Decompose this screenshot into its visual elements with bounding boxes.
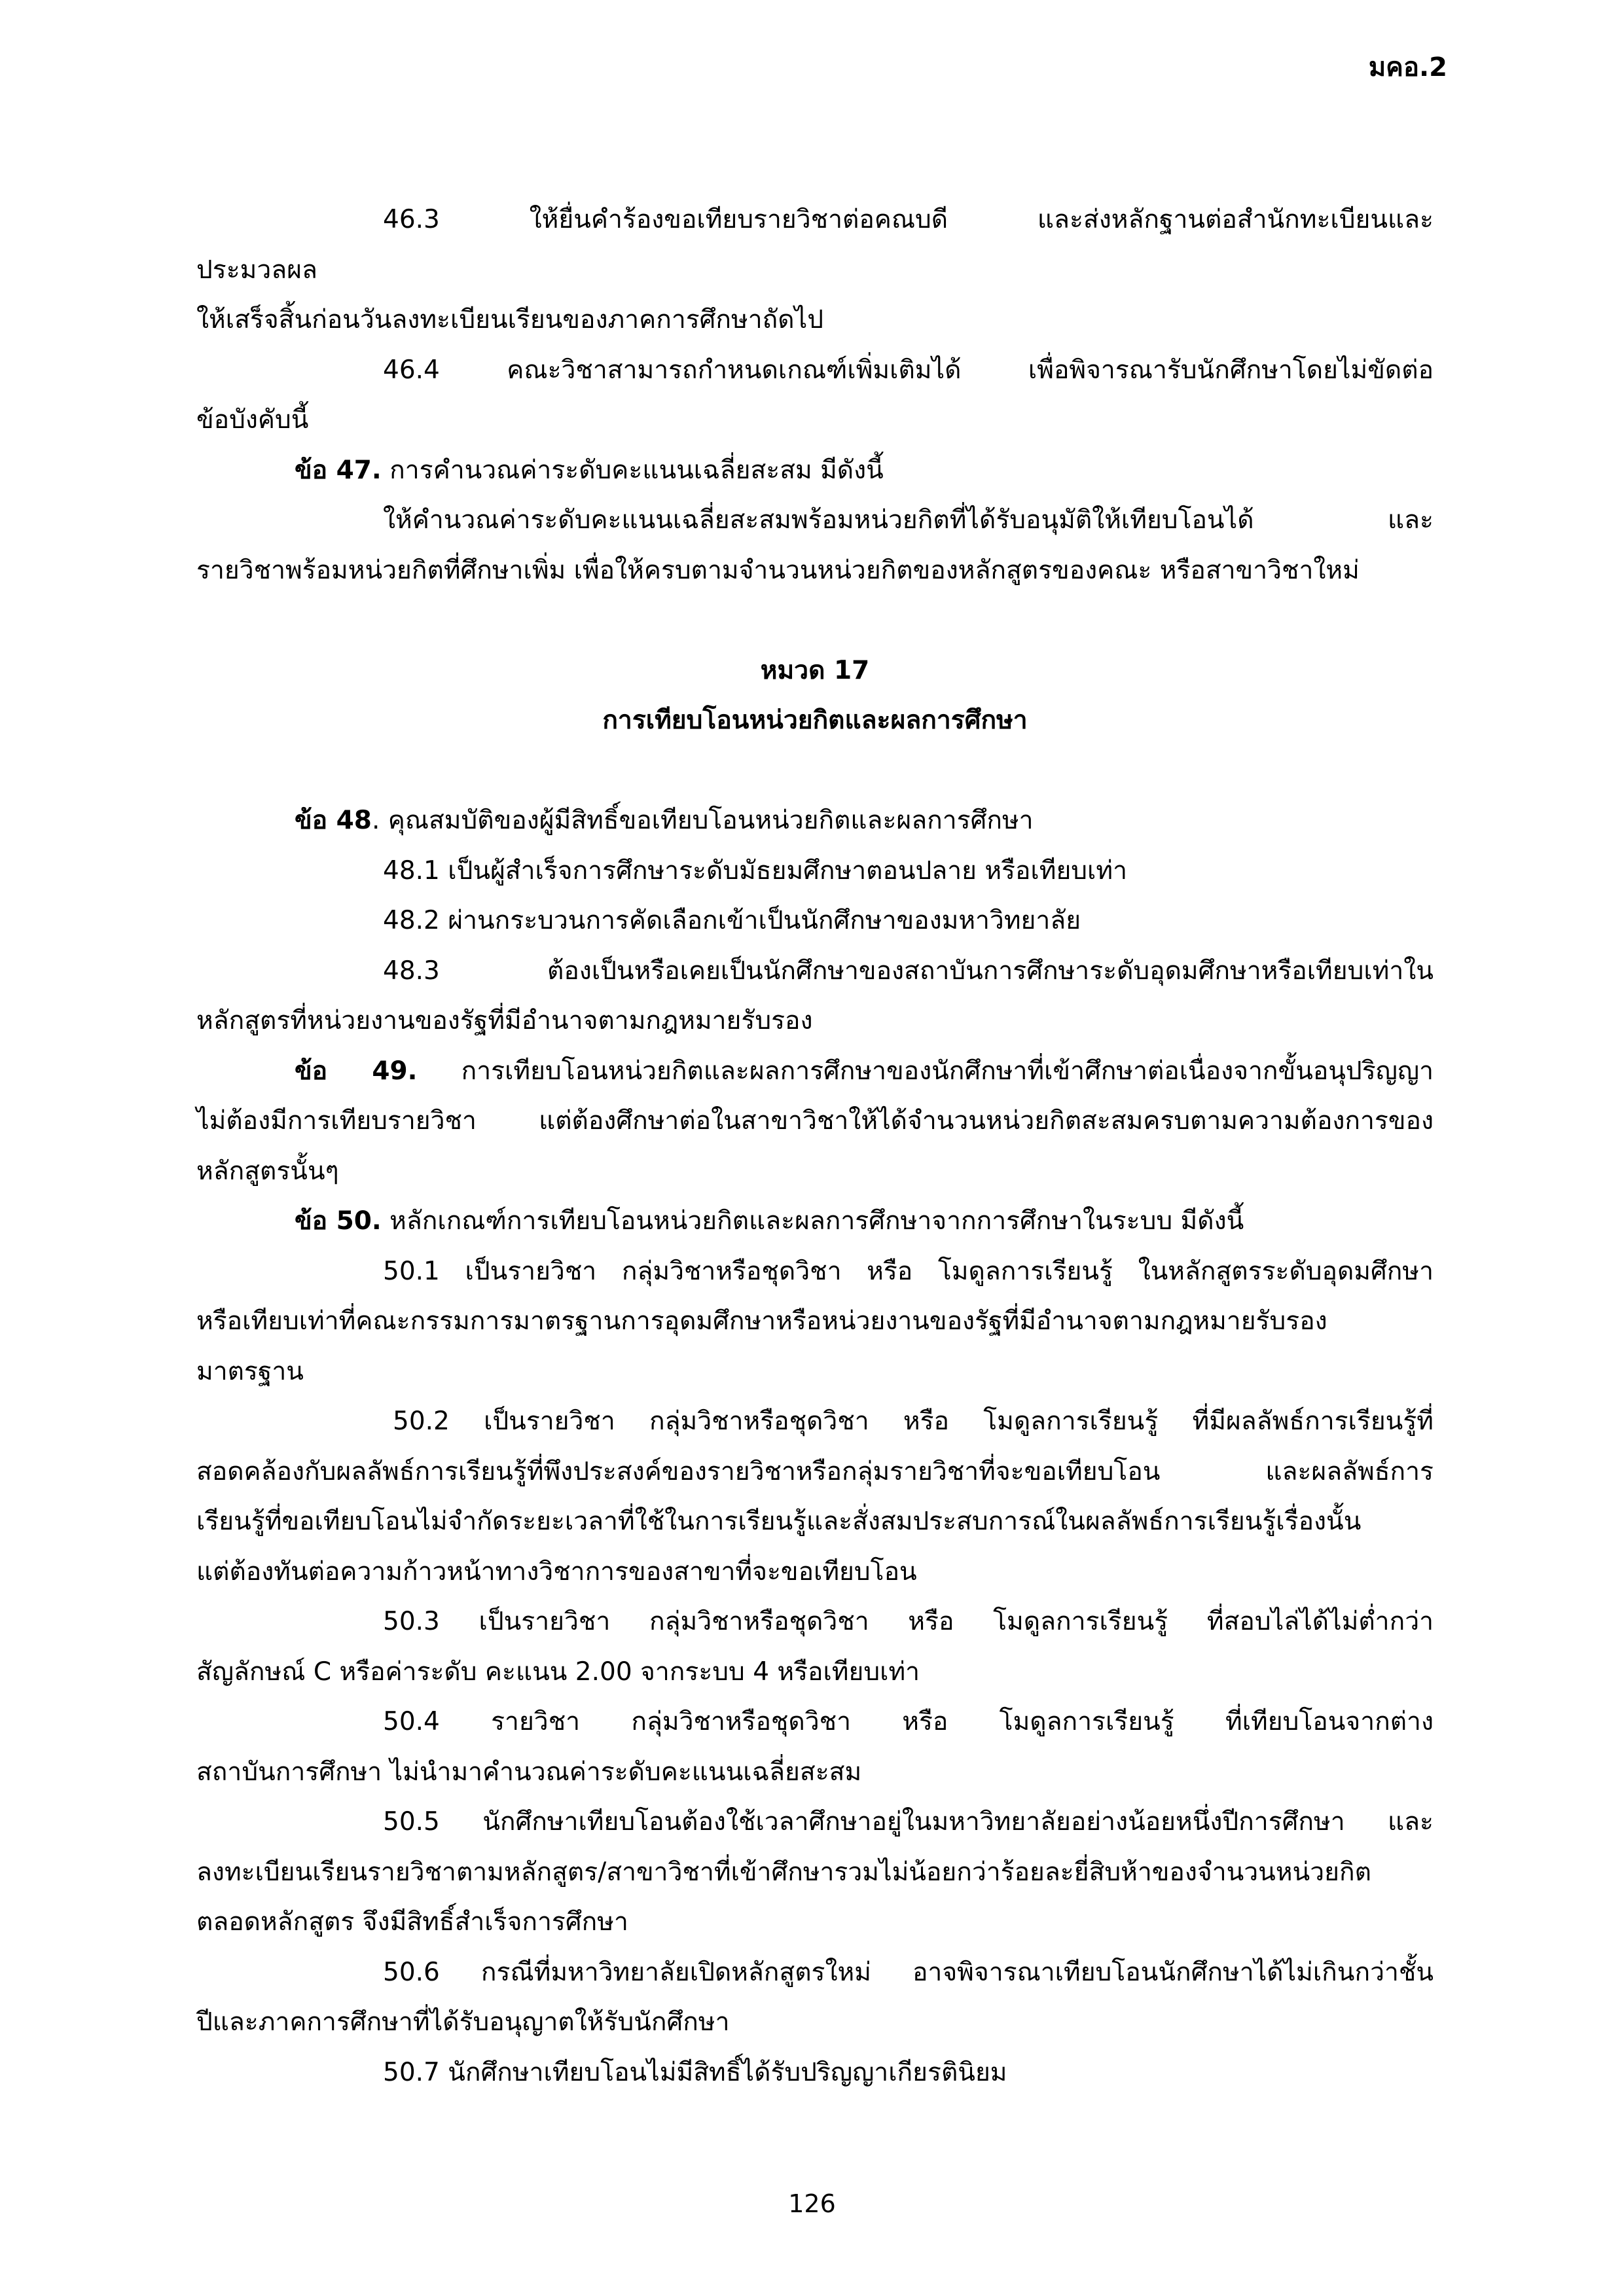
document-code: มคอ.2 (1368, 52, 1447, 82)
clause-46-3-line-3: ให้เสร็จสิ้นก่อนวันลงทะเบียนเรียนของภาคการศึกษาถัดไป (196, 305, 823, 334)
clause-50-5-line-1: 50.5 นักศึกษาเทียบโอนต้องใช้เวลาศึกษาอยู่ในมหาวิทยาลัยอย่างน้อยหนึ่งปีการศึกษา และ (383, 1807, 1434, 1837)
chapter-title: การเทียบโอนหน่วยกิตและผลการศึกษา (602, 706, 1028, 735)
clause-46-4-line-1: 46.4 คณะวิชาสามารถกำหนดเกณฑ์เพิ่มเติมได้ เพื่อพิจารณารับนักศึกษาโดยไม่ขัดต่อ (383, 355, 1434, 385)
article-48-text: . คุณสมบัติของผู้มีสิทธิ์ขอเทียบโอนหน่วยกิตและผลการศึกษา (371, 806, 1034, 835)
clause-50-3-line-1: 50.3 เป็นรายวิชา กลุ่มวิชาหรือชุดวิชา หรือ โมดูลการเรียนรู้ ที่สอบไล่ได้ไม่ต่ำกว่า (383, 1607, 1434, 1636)
article-48-heading (196, 796, 1434, 846)
article-48-label: ข้อ 48 (295, 806, 372, 835)
clause-50-2-line-3: เรียนรู้ที่ขอเทียบโอนไม่จำกัดระยะเวลาที่ใช้ในการเรียนรู้และสั่งสมประสบการณ์ในผลลัพธ์การเรียนรู้เรื่องนั้น (196, 1507, 1362, 1536)
article-47-label: ข้อ 47. (295, 455, 382, 485)
clause-48-3-line-1: 48.3 ต้องเป็นหรือเคยเป็นนักศึกษาของสถาบันการศึกษาระดับอุดมศึกษาหรือเทียบเท่าใน (383, 956, 1434, 986)
clause-48-1: 48.1 เป็นผู้สำเร็จการศึกษาระดับมัธยมศึกษาตอนปลาย หรือเทียบเท่า (383, 855, 1127, 886)
page-number: 126 (788, 2189, 836, 2218)
clause-50-1-line-2: หรือเทียบเท่าที่คณะกรรมการมาตรฐานการอุดมศึกษาหรือหน่วยงานของรัฐที่มีอำนาจตามกฎหมายรับรอง (196, 1306, 1327, 1336)
clause-50-2-line-2: สอดคล้องกับผลลัพธ์การเรียนรู้ที่พึงประสงค์ของรายวิชาหรือกลุ่มรายวิชาที่จะขอเทียบโอน และผลลัพธ์การ (196, 1456, 1434, 1486)
clause-46-3-line-2: ประมวลผล (196, 255, 317, 285)
clause-50-7: 50.7 นักศึกษาเทียบโอนไม่มีสิทธิ์ได้รับปริญญาเกียรตินิยม (383, 2057, 1007, 2087)
spacer (196, 596, 1434, 646)
clause-50-1-line-1: 50.1 เป็นรายวิชา กลุ่มวิชาหรือชุดวิชา หรือ โมดูลการเรียนรู้ ในหลักสูตรระดับอุดมศึกษา (383, 1256, 1434, 1286)
article-49-label: ข้อ 49. (295, 1056, 418, 1086)
clause-50-2-line-4: แต่ต้องทันต่อความก้าวหน้าทางวิชาการของสาขาที่จะขอเทียบโอน (196, 1556, 917, 1587)
spacer (196, 746, 1434, 797)
clause-50-4-line-1: 50.4 รายวิชา กลุ่มวิชาหรือชุดวิชา หรือ โมดูลการเรียนรู้ ที่เทียบโอนจากต่าง (383, 1707, 1434, 1736)
article-47-text: การคำนวณค่าระดับคะแนนเฉลี่ยสะสม มีดังนี้ (381, 455, 884, 485)
article-50-text: หลักเกณฑ์การเทียบโอนหน่วยกิตและผลการศึกษาจากการศึกษาในระบบ มีดังนี้ (381, 1206, 1244, 1236)
document-body (196, 195, 1434, 2098)
article-49-line-3: หลักสูตรนั้นๆ (196, 1156, 339, 1186)
clause-50-6-line-1: 50.6 กรณีที่มหาวิทยาลัยเปิดหลักสูตรใหม่ อาจพิจารณาเทียบโอนนักศึกษาได้ไม่เกินกว่าชั้น (383, 1957, 1434, 1987)
clause-48-3-line-2: หลักสูตรที่หน่วยงานของรัฐที่มีอำนาจตามกฎหมายรับรอง (196, 1006, 813, 1035)
clause-50-6-line-2: ปีและภาคการศึกษาที่ได้รับอนุญาตให้รับนักศึกษา (196, 2007, 730, 2037)
clause-46-3-line-1: 46.3 ให้ยื่นคำร้องขอเทียบรายวิชาต่อคณบดี และส่งหลักฐานต่อสำนักทะเบียนและ (383, 205, 1434, 234)
article-47-line-2: รายวิชาพร้อมหน่วยกิตที่ศึกษาเพิ่ม เพื่อให้ครบตามจำนวนหน่วยกิตของหลักสูตรของคณะ หรือสาขาวิชาใหม่ (196, 555, 1360, 585)
clause-50-2-line-1: 50.2 เป็นรายวิชา กลุ่มวิชาหรือชุดวิชา หรือ โมดูลการเรียนรู้ ที่มีผลลัพธ์การเรียนรู้ที่ (393, 1407, 1434, 1436)
article-50-label: ข้อ 50. (295, 1206, 382, 1236)
clause-50-3-line-2: สัญลักษณ์ C หรือค่าระดับ คะแนน 2.00 จากระบบ 4 หรือเทียบเท่า (196, 1657, 920, 1687)
clause-50-5-line-2: ลงทะเบียนเรียนรายวิชาตามหลักสูตร/สาขาวิชาที่เข้าศึกษารวมไม่น้อยกว่าร้อยละยี่สิบห้าของจำนวนหน่วยกิต (196, 1857, 1371, 1887)
clause-50-5-line-3: ตลอดหลักสูตร จึงมีสิทธิ์สำเร็จการศึกษา (196, 1907, 628, 1937)
article-49-text: การเทียบโอนหน่วยกิตและผลการศึกษาของนักศึกษาที่เข้าศึกษาต่อเนื่องจากขั้นอนุปริญญา (417, 1056, 1434, 1086)
article-50-heading (196, 1196, 1434, 1247)
article-49-line-2: ไม่ต้องมีการเทียบรายวิชา แต่ต้องศึกษาต่อในสาขาวิชาให้ได้จำนวนหน่วยกิตสะสมครบตามความต้องการของ (196, 1106, 1434, 1136)
article-47-heading (196, 446, 1434, 496)
clause-46-4-line-2: ข้อบังคับนี้ (196, 405, 309, 435)
article-47-line-1: ให้คำนวณค่าระดับคะแนนเฉลี่ยสะสมพร้อมหน่วยกิตที่ได้รับอนุมัติให้เทียบโอนได้ และ (383, 505, 1434, 535)
article-49-line-1 (196, 1047, 1434, 1097)
clause-48-2: 48.2 ผ่านกระบวนการคัดเลือกเข้าเป็นนักศึกษาของมหาวิทยาลัย (383, 906, 1081, 935)
chapter-number: หมวด 17 (760, 655, 870, 685)
clause-50-1-line-3: มาตรฐาน (196, 1356, 304, 1386)
clause-50-4-line-2: สถาบันการศึกษา ไม่นำมาคำนวณค่าระดับคะแนนเฉลี่ยสะสม (196, 1757, 862, 1787)
